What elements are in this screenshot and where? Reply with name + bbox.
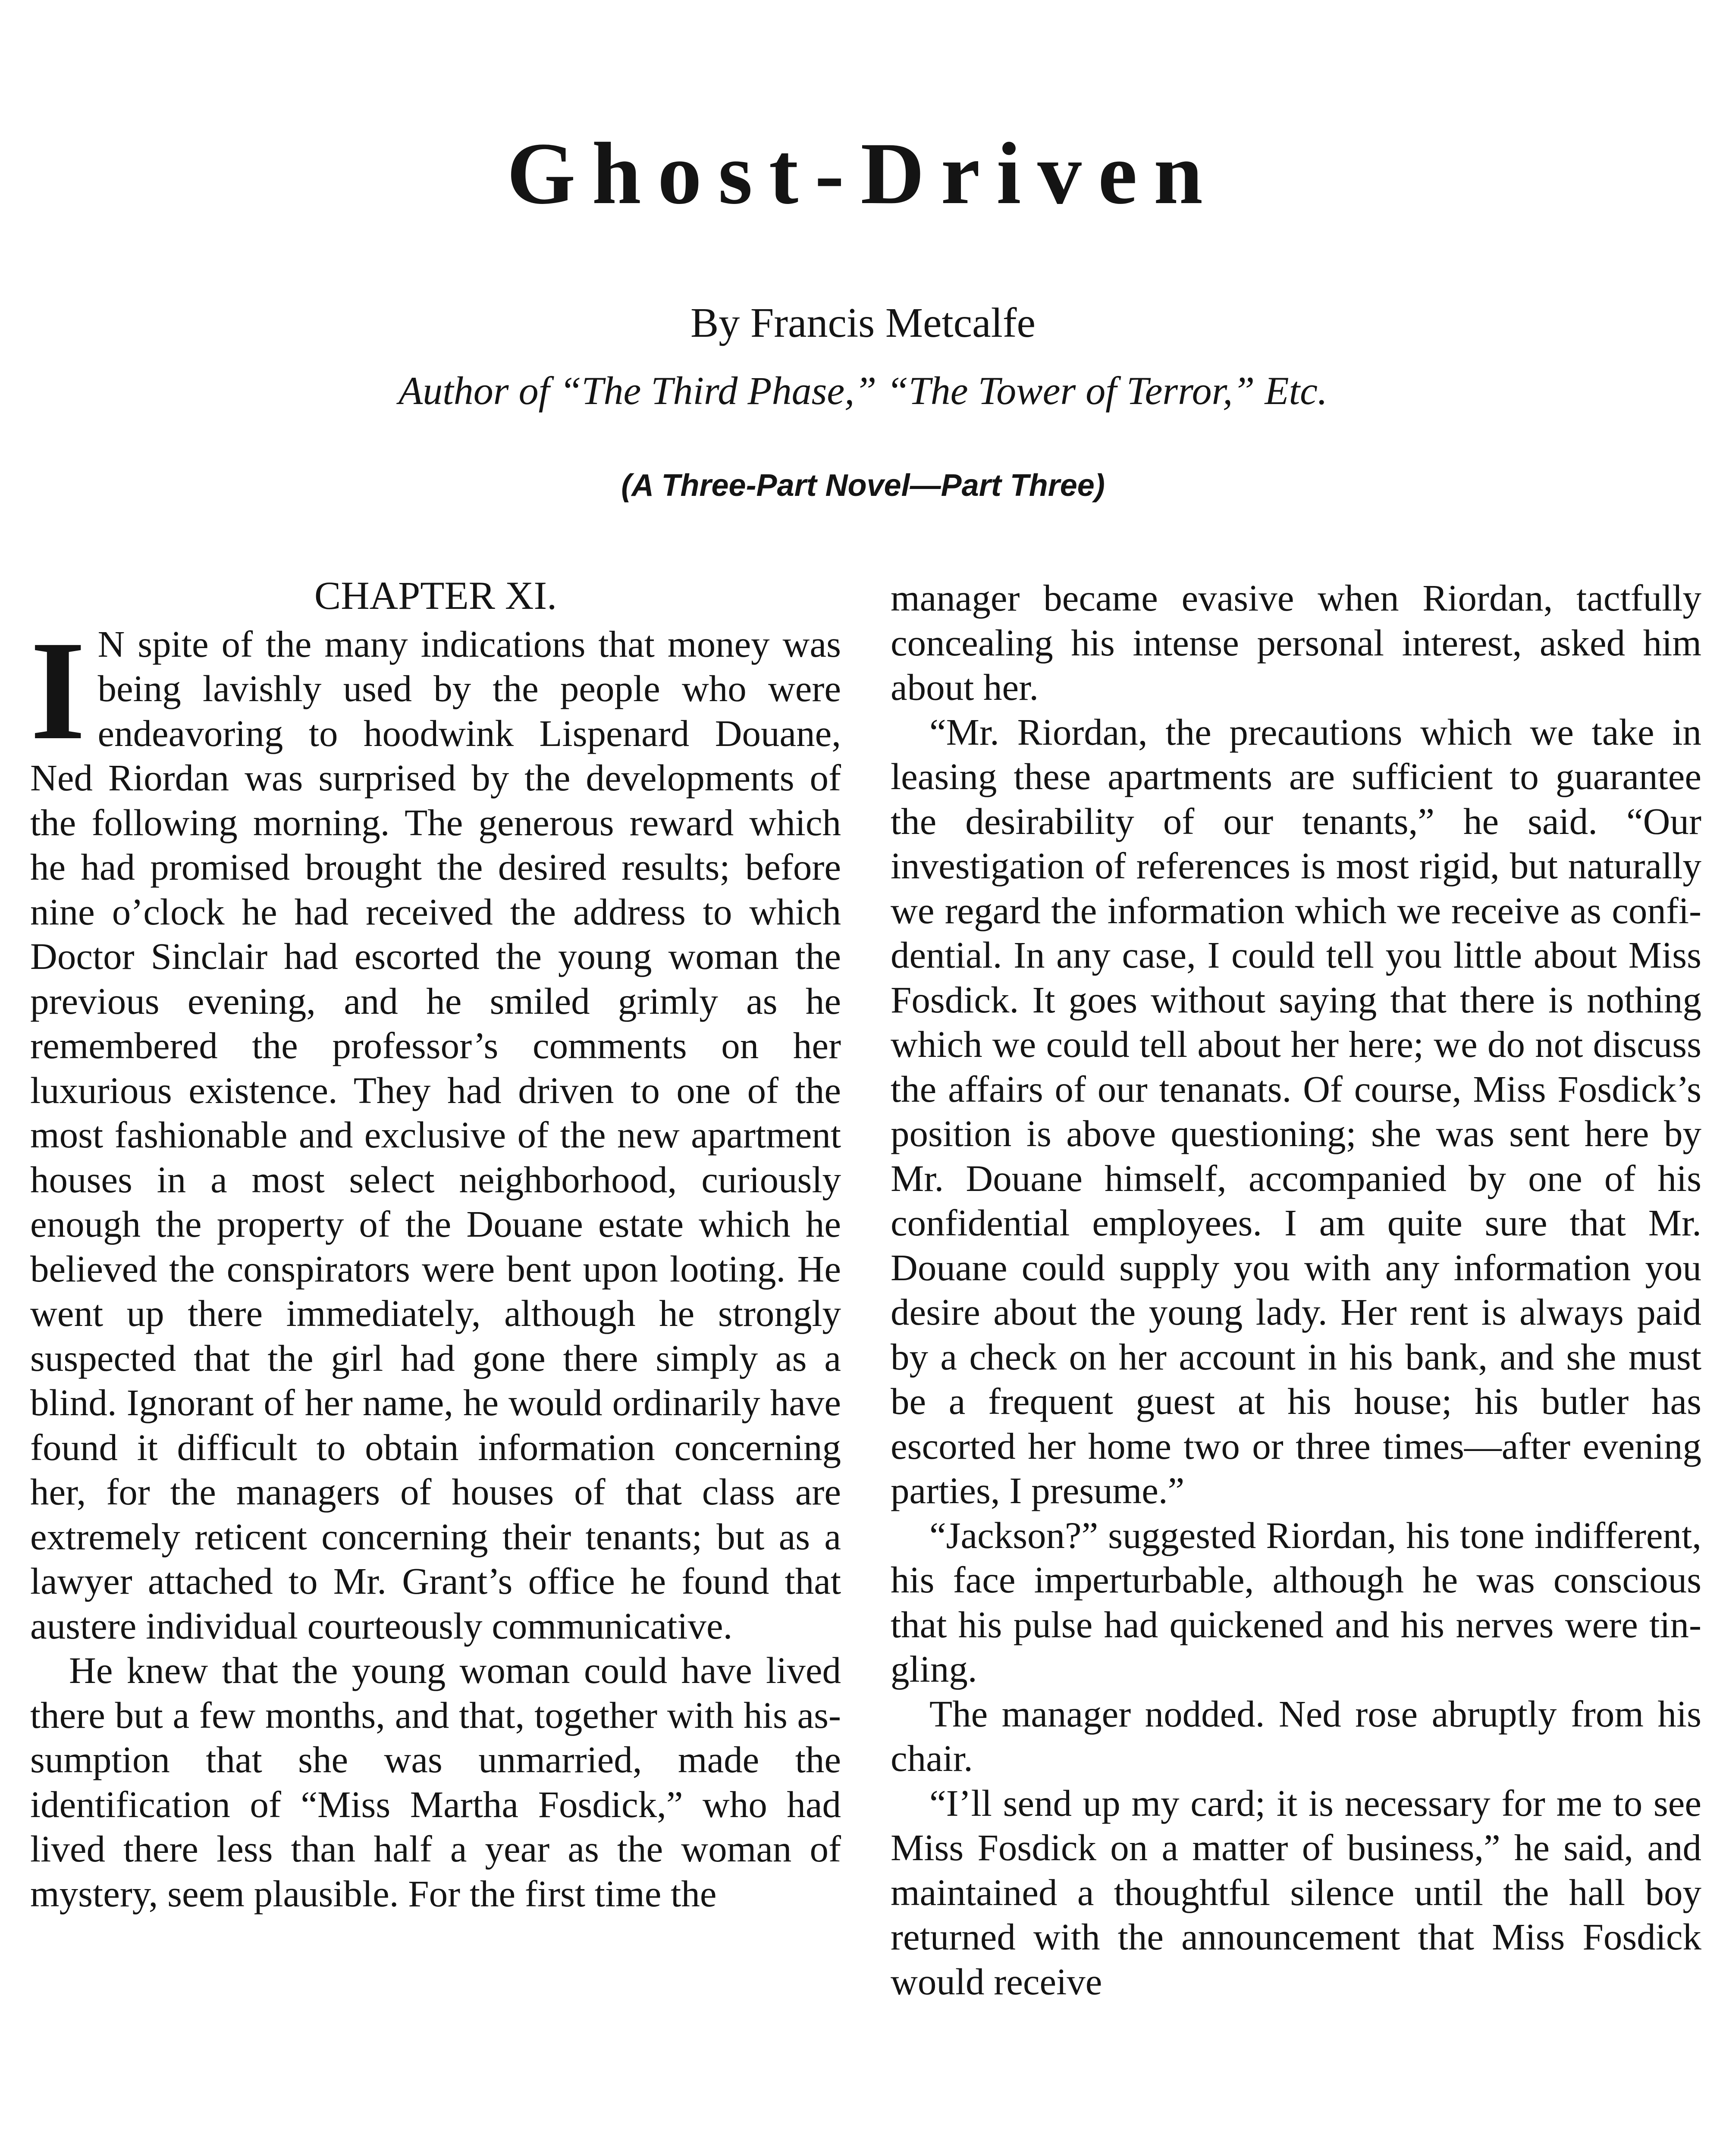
paragraph-text: N spite of the many indications that money was being lavishly used by the people who were endeavoring to hoodwink Lispenard Douane, Ned Riordan was surprised by the developments of the following morning. The generous reward which he had promised brought the desired results; before nine o’clock he had received the address to which Doctor Sinclair had escorted the young woman the previous evening, and he smiled grimly as he remembered the professor’s comments on her luxurious existence. They had driven to one of the most fashionable and exclusive of the new apartment houses in a most select neighborhood, curiously enough the property of the Douane estate which he believed the conspirators were bent upon looting. He went up there immediately, although he strongly suspected that the girl had gone there simply as a blind. Ignorant of her name, he would ordinarily have found it difficult to obtain information concerning her, for the managers of houses of that class are extremely reticent concerning their tenants; but as a lawyer attached to Mr. Grant’s office he found that austere individual courteously communicative.: [30, 623, 841, 1647]
paragraph: manager became evasive when Riordan, tactfully concealing his intense personal interest, asked him about her.: [891, 577, 1701, 708]
byline: By Francis Metcalfe: [690, 300, 1036, 346]
chapter-heading: CHAPTER XI.: [314, 573, 557, 617]
author-credits: Author of “The Third Phase,” “The Tower of Terror,” Etc.: [399, 369, 1327, 413]
paragraph: “Mr. Riordan, the precautions which we take in leasing these apartments are sufficient to guarantee the desirability of our tenants,” he said. “Our investigation of references is most rigid, but naturally we regard the information which we receive as confidential. In any case, I could tell you little about Miss Fosdick. It goes without saying that there is nothing which we could tell about her here; we do not discuss the affairs of our tenanats. Of course, Miss Fosdick’s position is above questioning; she was sent here by Mr. Douane himself, accompanied by one of his confidential employees. I am quite sure that Mr. Douane could supply you with any information you desire about the young lady. Her rent is always paid by a check on her account in his bank, and she must be a frequent guest at his house; his butler has escorted her home two or three times—after evening parties, I presume.”: [891, 711, 1701, 1511]
story-title: Ghost-Driven: [507, 125, 1219, 222]
paragraph: “Jackson?” suggested Riordan, his tone indifferent, his face imperturbable, although he was conscious that his pulse had quickened and his nerves were tingling.: [891, 1514, 1701, 1690]
paragraph: The manager nodded. Ned rose abruptly from his chair.: [891, 1692, 1701, 1779]
paragraph: “I’ll send up my card; it is necessary for me to see Miss Fosdick on a matter of business,” he said, and maintained a thoughtful silence until the hall boy returned with the announcement that Miss Fosdick would receive: [891, 1782, 1701, 2002]
drop-cap: I: [30, 611, 86, 769]
paragraph: [30, 611, 841, 1648]
novel-part-note: (A Three-Part Novel—Part Three): [621, 468, 1105, 503]
paragraph: He knew that the young woman could have lived there but a few months, and that, together with his assumption that she was unmarried, made the identification of “Miss Martha Fosdick,” who had lived there less than half a year as the woman of mystery, seem plausible. For the first time the: [30, 1649, 841, 1915]
right-column: [891, 576, 1701, 2004]
left-column: [30, 573, 841, 1916]
